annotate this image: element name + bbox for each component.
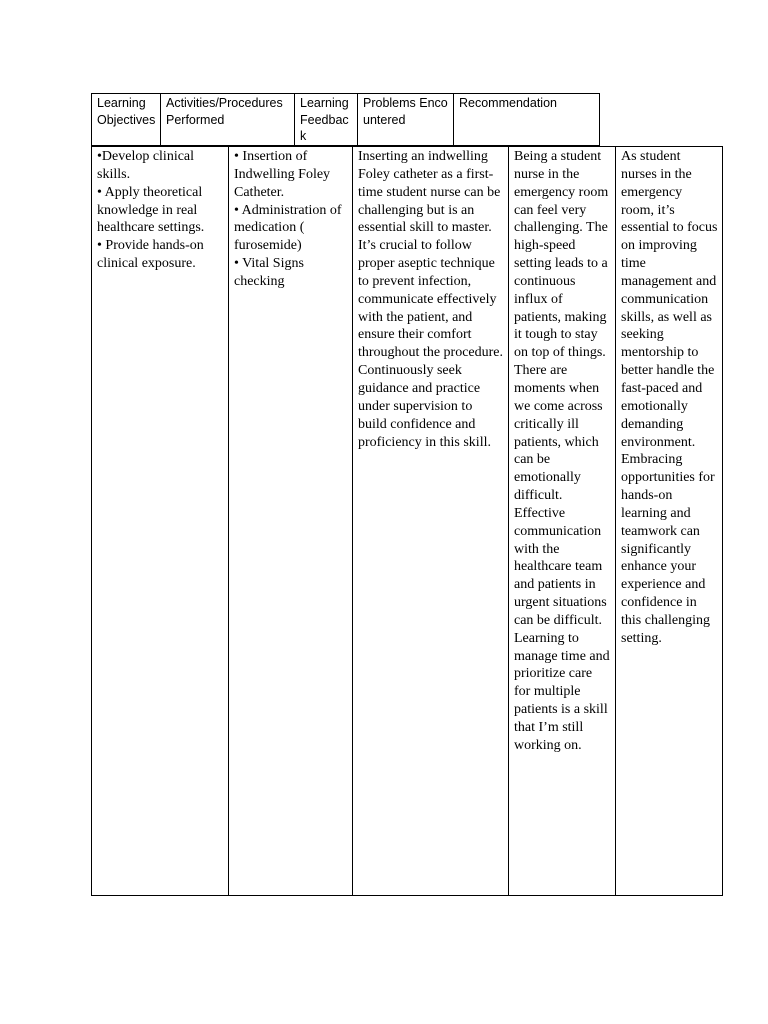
cell-objectives <box>92 147 229 896</box>
header-recommendation: Recommendation <box>454 94 600 146</box>
header-row <box>92 94 600 146</box>
header-activities: Activities/Procedures Performed <box>161 94 295 146</box>
cell-feedback <box>353 147 509 896</box>
header-table <box>91 93 600 146</box>
header-learning-feedback: Learning Feedback <box>295 94 358 146</box>
recommendation-text: As student nurses in the emergency room, it’s essential to focus on improving time management and communication skills, as well as seeking mentorship to better handle the fast-paced and emotionally demanding environment. Embracing opportunities for hands-on learning and teamwork can significantly enhance your experience and confidence in this challenging setting. <box>621 149 718 646</box>
header-learning-objectives: Learning Objectives <box>92 94 161 146</box>
cell-recommendation <box>616 147 723 896</box>
cell-problems <box>509 147 616 896</box>
problems-text: Being a student nurse in the emergency room can feel very challenging. The high-speed setting leads to a continuous influx of patients, making it tough to stay on top of things. There are moments when we come across critically ill patients, which can be emotionally difficult. Effective communication with the healthcare team and patients in urgent situations can be difficult. Learning to manage time and prioritize care for multiple patients is a skill that I’m still working on. <box>514 149 610 753</box>
objectives-text: •Develop clinical skills. • Apply theoretical knowledge in real healthcare settings. • Provide hands-on clinical exposure. <box>97 149 205 272</box>
cell-activities <box>229 147 353 896</box>
activities-text: • Insertion of Indwelling Foley Catheter. • Administration of medication ( furosemide) • Vital Signs checking <box>234 149 342 289</box>
table-row <box>92 147 723 896</box>
content-table <box>91 146 723 896</box>
header-problems-encountered: Problems Encountered <box>358 94 454 146</box>
feedback-text: Inserting an indwelling Foley catheter as a first-time student nurse can be challenging but is an essential skill to master. It’s crucial to follow proper aseptic technique to prevent infection, communicate effectively with the patient, and ensure their comfort throughout the procedure. Continuously seek guidance and practice under supervision to build confidence and proficiency in this skill. <box>358 149 504 450</box>
